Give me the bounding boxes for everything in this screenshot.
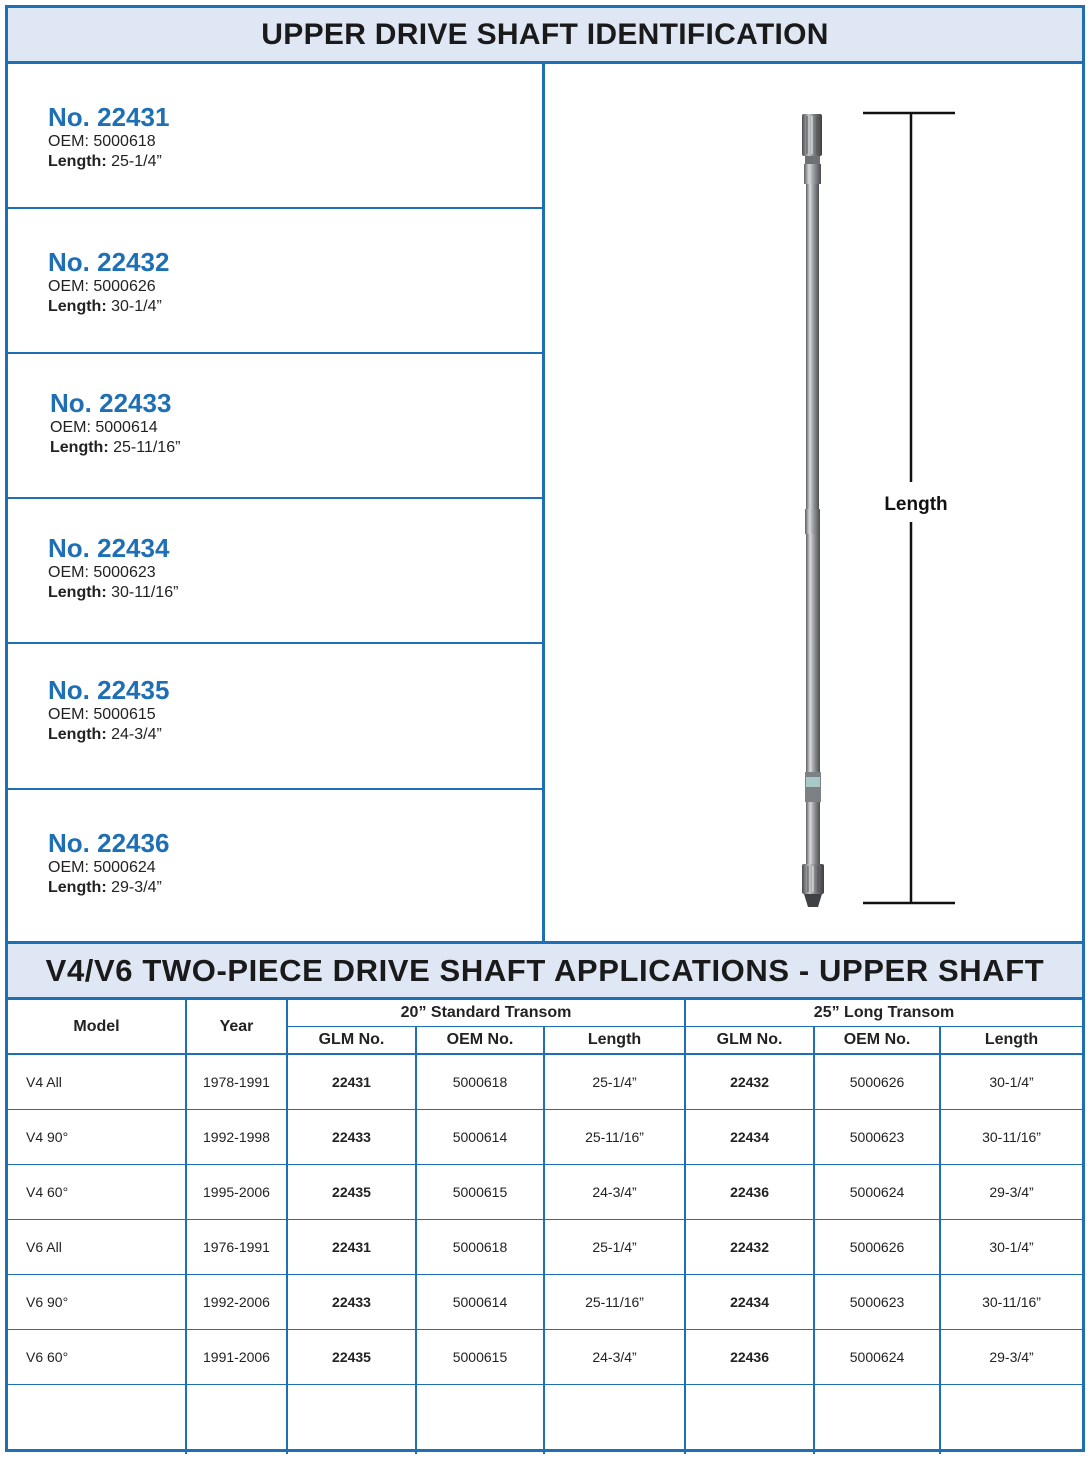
cell-std-glm: 22433: [287, 1109, 416, 1164]
cell-long-oem: 5000624: [814, 1329, 940, 1384]
cell-long-glm: 22434: [685, 1109, 814, 1164]
applications-table: [8, 1000, 1082, 1454]
column-header-year: Year: [186, 1000, 287, 1054]
table-row: [8, 1164, 1082, 1219]
part-card: [8, 209, 542, 354]
part-length: Length: 30-11/16”: [48, 584, 179, 601]
cell-std-length: 25-11/16”: [544, 1109, 685, 1164]
group-header-standard: 20” Standard Transom: [287, 1000, 685, 1026]
cell-std-oem: 5000615: [416, 1329, 544, 1384]
cell-std-oem: 5000614: [416, 1274, 544, 1329]
cell-std-oem: 5000618: [416, 1054, 544, 1109]
cell-year: 1978-1991: [186, 1054, 287, 1109]
part-card: [8, 64, 542, 209]
cell-year: 1991-2006: [186, 1329, 287, 1384]
cell-year: 1995-2006: [186, 1164, 287, 1219]
part-oem: OEM: 5000618: [48, 133, 156, 150]
column-header-length: Length: [544, 1026, 685, 1054]
cell-long-oem: 5000623: [814, 1274, 940, 1329]
table-row: [8, 1274, 1082, 1329]
column-header-glm: GLM No.: [685, 1026, 814, 1054]
cell-std-glm: 22433: [287, 1274, 416, 1329]
part-card: [8, 790, 542, 941]
cell-model: V4 90°: [8, 1109, 186, 1164]
applications-title: V4/V6 TWO-PIECE DRIVE SHAFT APPLICATIONS - UPPER SHAFT: [8, 941, 1082, 1000]
cell-long-glm: 22432: [685, 1219, 814, 1274]
cell-year: 1976-1991: [186, 1219, 287, 1274]
part-number: No. 22433: [50, 388, 172, 418]
cell-std-oem: 5000618: [416, 1219, 544, 1274]
cell-long-glm: 22436: [685, 1329, 814, 1384]
cell-long-oem: 5000626: [814, 1054, 940, 1109]
cell-long-length: 30-1/4”: [940, 1054, 1082, 1109]
page-frame: [5, 5, 1085, 1452]
table-row: [8, 1219, 1082, 1274]
cell-std-glm: 22431: [287, 1054, 416, 1109]
cell-std-oem: 5000614: [416, 1109, 544, 1164]
part-length: Length: 25-1/4”: [48, 153, 162, 170]
part-oem: OEM: 5000615: [48, 706, 156, 723]
cell-long-length: 29-3/4”: [940, 1329, 1082, 1384]
cell-model: V6 60°: [8, 1329, 186, 1384]
part-number: No. 22431: [48, 102, 170, 132]
cell-model: V6 All: [8, 1219, 186, 1274]
identification-title: UPPER DRIVE SHAFT IDENTIFICATION: [8, 8, 1082, 64]
part-card: [8, 354, 542, 499]
length-label: Length: [884, 494, 948, 515]
cell-model: V4 60°: [8, 1164, 186, 1219]
cell-std-length: 24-3/4”: [544, 1329, 685, 1384]
column-header-glm: GLM No.: [287, 1026, 416, 1054]
column-header-oem: OEM No.: [814, 1026, 940, 1054]
part-oem: OEM: 5000624: [48, 859, 156, 876]
part-length: Length: 29-3/4”: [48, 879, 162, 896]
cell-std-length: 25-1/4”: [544, 1054, 685, 1109]
shaft-body: [802, 114, 824, 907]
column-header-length: Length: [940, 1026, 1082, 1054]
cell-long-length: 30-11/16”: [940, 1109, 1082, 1164]
part-length: Length: 24-3/4”: [48, 726, 162, 743]
table-row: [8, 1329, 1082, 1384]
group-header-long: 25” Long Transom: [685, 1000, 1082, 1026]
part-number: No. 22435: [48, 675, 170, 705]
table-row-empty: [8, 1384, 1082, 1454]
cell-long-length: 30-1/4”: [940, 1219, 1082, 1274]
part-oem: OEM: 5000623: [48, 564, 156, 581]
cell-long-glm: 22436: [685, 1164, 814, 1219]
cell-long-oem: 5000623: [814, 1109, 940, 1164]
cell-model: V4 All: [8, 1054, 186, 1109]
cell-std-length: 25-1/4”: [544, 1219, 685, 1274]
column-header-oem: OEM No.: [416, 1026, 544, 1054]
table-header-row: [8, 1000, 1082, 1026]
part-length: Length: 25-11/16”: [50, 439, 181, 456]
cell-std-glm: 22431: [287, 1219, 416, 1274]
cell-year: 1992-1998: [186, 1109, 287, 1164]
part-id-list: [8, 64, 545, 941]
part-oem: OEM: 5000614: [50, 419, 158, 436]
column-header-model: Model: [8, 1000, 186, 1054]
cell-std-glm: 22435: [287, 1329, 416, 1384]
cell-long-glm: 22434: [685, 1274, 814, 1329]
cell-std-length: 25-11/16”: [544, 1274, 685, 1329]
part-number: No. 22436: [48, 828, 170, 858]
cell-long-glm: 22432: [685, 1054, 814, 1109]
cell-model: V6 90°: [8, 1274, 186, 1329]
part-length: Length: 30-1/4”: [48, 298, 162, 315]
table-row: [8, 1109, 1082, 1164]
part-oem: OEM: 5000626: [48, 278, 156, 295]
part-number: No. 22434: [48, 533, 170, 563]
cell-std-oem: 5000615: [416, 1164, 544, 1219]
cell-long-oem: 5000626: [814, 1219, 940, 1274]
drive-shaft-figure: [545, 64, 1082, 941]
cell-year: 1992-2006: [186, 1274, 287, 1329]
part-card: [8, 499, 542, 644]
cell-long-length: 29-3/4”: [940, 1164, 1082, 1219]
cell-long-oem: 5000624: [814, 1164, 940, 1219]
cell-std-glm: 22435: [287, 1164, 416, 1219]
table-row: [8, 1054, 1082, 1109]
drive-shaft-illustration: [545, 64, 1082, 941]
cell-std-length: 24-3/4”: [544, 1164, 685, 1219]
cell-long-length: 30-11/16”: [940, 1274, 1082, 1329]
part-number: No. 22432: [48, 247, 170, 277]
part-card: [8, 644, 542, 790]
